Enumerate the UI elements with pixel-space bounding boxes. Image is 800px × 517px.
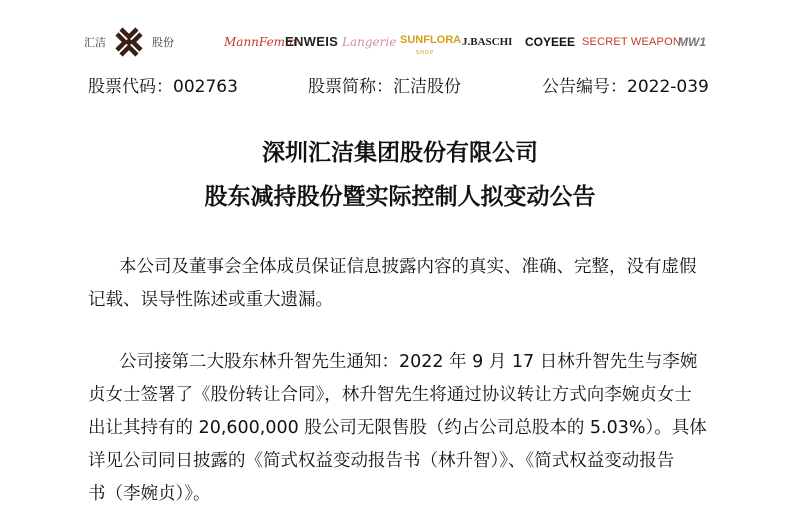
brand-secret-weapon: SECRET WEAPON — [582, 36, 681, 48]
logo-text-right: 股份 — [152, 36, 174, 49]
brand-sunflora-sub: SHOP — [416, 50, 434, 56]
logo-text-left: 汇洁 — [84, 36, 106, 49]
announcement-title: 股东减持股份暨实际控制人拟变动公告 — [204, 184, 596, 210]
company-logo — [84, 22, 174, 62]
brand-langerie: Langerie — [342, 35, 397, 49]
announcement-number: 公告编号：2022-039 — [542, 77, 709, 97]
stock-code: 股票代码：002763 — [88, 77, 238, 97]
brand-jbaschi: J.BASCHI — [462, 36, 513, 48]
paragraph-2-line-5: 书（李婉贞）》。 — [88, 484, 211, 504]
brand-mannfemm: MannFemm — [224, 35, 297, 49]
paragraph-1-line-1: 本公司及董事会全体成员保证信息披露内容的真实、准确、完整，没有虚假 — [119, 257, 697, 277]
paragraph-2-line-1: 公司接第二大股东林升智先生通知：2022 年 9 月 17 日林升智先生与李婉 — [119, 352, 698, 372]
brand-enweis: ENWEIS — [285, 34, 339, 49]
company-title: 深圳汇洁集团股份有限公司 — [262, 140, 538, 166]
stock-name: 股票简称：汇洁股份 — [308, 77, 461, 97]
paragraph-2-line-4: 详见公司同日披露的《简式权益变动报告书（林升智）》、《简式权益变动报告 — [88, 451, 675, 471]
brand-sunflora: SUNFLORA — [400, 34, 462, 46]
paragraph-2-line-3: 出让其持有的 20,600,000 股公司无限售股（约占公司总股本的 5.03%）。具体 — [88, 418, 707, 438]
paragraph-1-line-2: 记载、误导性陈述或重大遗漏。 — [88, 290, 333, 310]
company-logo-icon — [112, 25, 146, 59]
paragraph-2-line-2: 贞女士签署了《股份转让合同》，林升智先生将通过协议转让方式向李婉贞女士 — [88, 385, 692, 405]
brand-mw1: MW1 — [678, 35, 706, 49]
brand-coyeee: COYEEE — [525, 35, 576, 49]
